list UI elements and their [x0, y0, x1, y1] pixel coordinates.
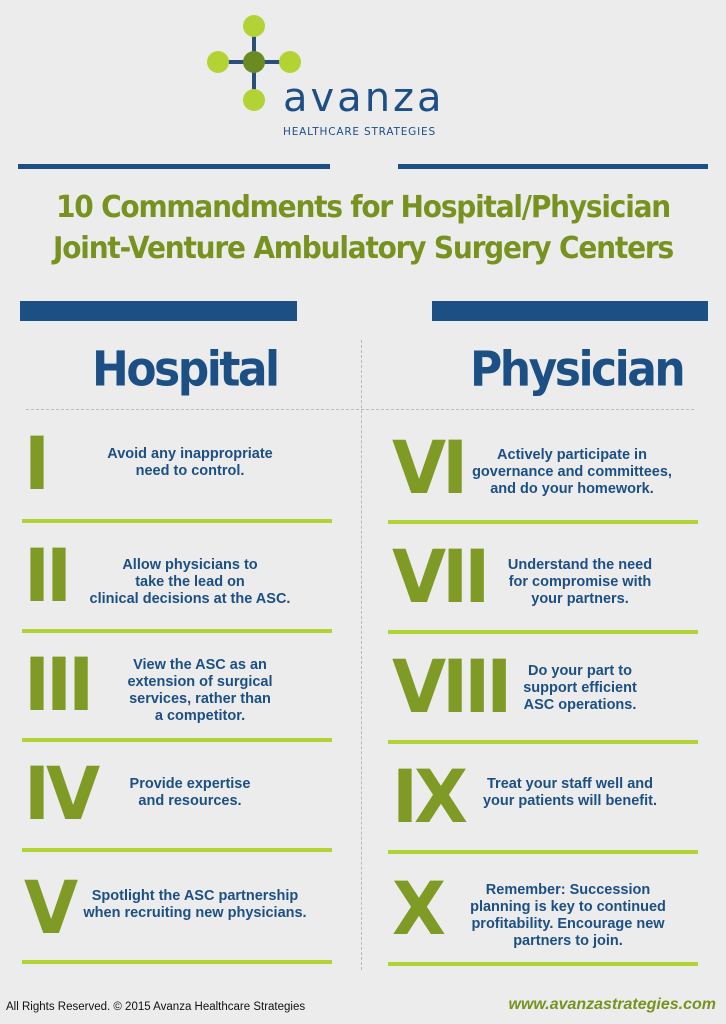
header-bar-left	[18, 164, 330, 169]
separator-line	[22, 738, 332, 742]
physician-item-7: Understand the need for compromise with your partners.	[507, 557, 653, 607]
separator-line	[22, 848, 332, 852]
column-bar-left	[20, 301, 297, 321]
physician-item-6: Actively participate in governance and committees, and do your homework.	[472, 447, 672, 497]
physician-item-9: Treat your staff well and your patients will benefit.	[482, 776, 658, 809]
separator-line	[388, 740, 698, 744]
heading-divider	[26, 409, 694, 410]
hospital-item-4: Provide expertise and resources.	[129, 776, 251, 809]
separator-line	[388, 630, 698, 634]
hospital-item-2: Allow physicians to take the lead on clinical decisions at the ASC.	[89, 557, 291, 607]
separator-line	[22, 629, 332, 633]
hospital-item-5: Spotlight the ASC partnership when recruiting new physicians.	[83, 888, 307, 921]
numeral-9: IX	[392, 753, 465, 841]
separator-line	[388, 962, 698, 966]
hospital-item-1: Avoid any inappropriate need to control.	[107, 446, 273, 479]
hospital-heading: Hospital	[92, 341, 278, 398]
copyright-text: All Rights Reserved. © 2015 Avanza Healthcare Strategies	[6, 1001, 306, 1013]
separator-line	[22, 960, 332, 964]
separator-line	[388, 850, 698, 854]
numeral-3: III	[24, 641, 91, 729]
physician-item-10: Remember: Succession planning is key to continued profitability. Encourage new partners to join.	[470, 882, 666, 949]
separator-line	[22, 519, 332, 523]
brand-name: avanza	[283, 75, 445, 121]
numeral-10: X	[392, 865, 442, 953]
numeral-8: VIII	[392, 643, 509, 731]
separator-line	[388, 520, 698, 524]
header-bar-right	[398, 164, 708, 169]
column-bar-right	[432, 301, 708, 321]
title-line-2: Joint-Venture Ambulatory Surgery Centers	[53, 230, 673, 266]
column-divider	[361, 340, 362, 970]
numeral-1: I	[24, 420, 47, 508]
brand-tagline: HEALTHCARE STRATEGIES	[283, 126, 436, 138]
numeral-4: IV	[24, 750, 97, 838]
numeral-2: II	[24, 532, 69, 620]
hospital-item-3: View the ASC as an extension of surgical services, rather than a competitor.	[127, 657, 273, 724]
title-line-1: 10 Commandments for Hospital/Physician	[55, 189, 671, 225]
website-link[interactable]: www.avanzastrategies.com	[508, 996, 716, 1013]
physician-heading: Physician	[470, 341, 684, 398]
numeral-6: VI	[392, 424, 465, 512]
page-title	[0, 187, 726, 269]
physician-item-8: Do your part to support efficient ASC operations.	[523, 663, 637, 713]
numeral-5: V	[24, 864, 75, 952]
numeral-7: VII	[392, 533, 487, 621]
